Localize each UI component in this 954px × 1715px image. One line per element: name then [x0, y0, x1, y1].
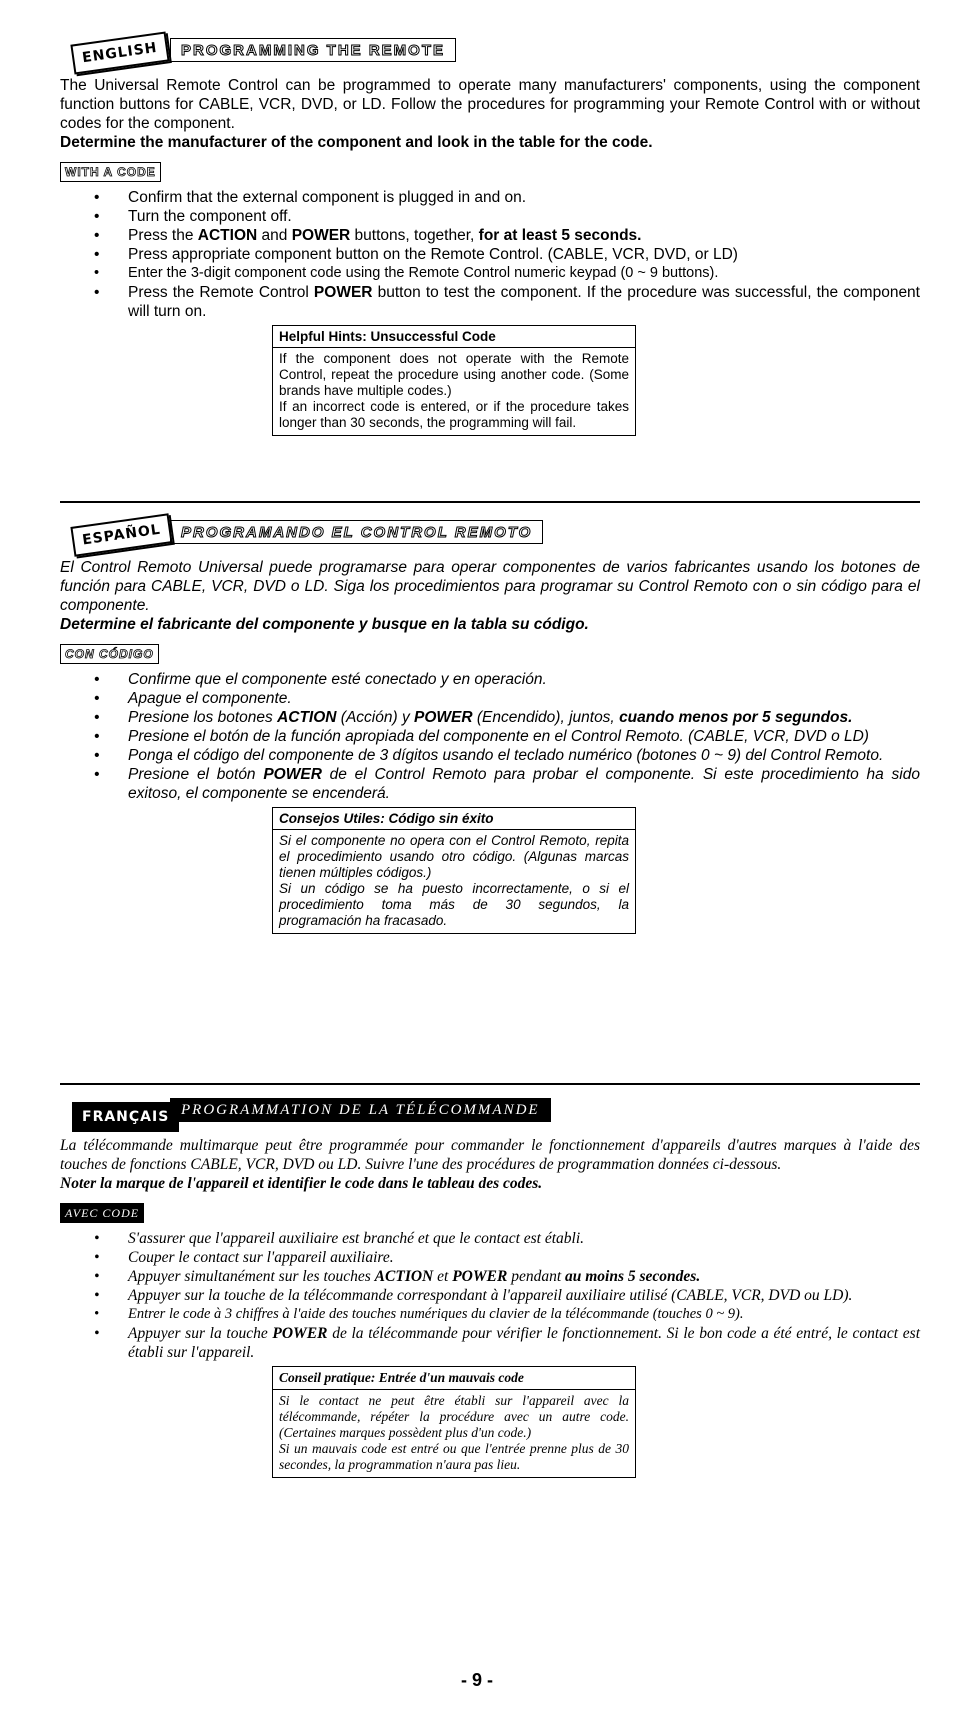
english-header	[60, 34, 920, 74]
spanish-header	[60, 516, 920, 556]
english-section	[60, 34, 920, 436]
list-item: • Appuyer sur la touche de la télécommande correspondant à l'appareil auxiliaire utilisé (CABLE, VCR, DVD ou LD).	[128, 1286, 920, 1305]
spanish-section	[60, 516, 920, 934]
french-avec-code-label: AVEC CODE	[60, 1203, 144, 1223]
english-lead: Determine the manufacturer of the component and look in the table for the code.	[60, 134, 653, 151]
english-steps	[60, 188, 920, 321]
list-item: • Appuyer sur la touche POWER de la télécommande pour vérifier le fonctionnement. Si le bon code a été entré, le contact est établi sur l'appareil.	[128, 1324, 920, 1362]
page-number: - 9 -	[460, 1670, 493, 1690]
list-item: • Confirm that the external component is plugged in and on.	[128, 188, 920, 207]
english-helpful-hints-box	[272, 325, 636, 436]
french-hints-body	[273, 1390, 635, 1477]
list-item: • Press the ACTION and POWER buttons, together, for at least 5 seconds.	[128, 226, 920, 245]
section-divider	[60, 501, 920, 503]
list-item: • Turn the component off.	[128, 207, 920, 226]
english-section-title: PROGRAMMING THE REMOTE	[170, 38, 456, 62]
french-steps	[60, 1229, 920, 1362]
list-item: • Apague el componente.	[128, 689, 920, 708]
english-language-badge: ENGLISH	[70, 31, 169, 74]
french-section-title: PROGRAMMATION DE LA TÉLÉCOMMANDE	[170, 1098, 551, 1122]
spanish-language-badge: ESPAÑOL	[70, 513, 172, 556]
spanish-steps	[60, 670, 920, 803]
list-item: • Enter the 3-digit component code using the Remote Control numeric keypad (0 ~ 9 buttons).	[128, 264, 920, 283]
english-with-code-label: WITH A CODE	[60, 162, 161, 182]
list-item: • Couper le contact sur l'appareil auxiliaire.	[128, 1248, 920, 1267]
english-hint-paragraph: If the component does not operate with the Remote Control, repeat the procedure using another code. (Some brands have multiple codes.)	[279, 351, 629, 398]
list-item: • Presione el botón POWER de el Control Remoto para probar el componente. Si este procedimiento ha sido exitoso, el componente se encenderá.	[128, 765, 920, 803]
french-conseil-box	[272, 1366, 636, 1478]
spanish-hints-title: Consejos Utiles: Código sin éxito	[273, 808, 635, 830]
list-item: • S'assurer que l'appareil auxiliaire est branché et que le contact est établi.	[128, 1229, 920, 1248]
list-item: • Presione los botones ACTION (Acción) y POWER (Encendido), juntos, cuando menos por 5 segundos.	[128, 708, 920, 727]
list-item: • Press the Remote Control POWER button to test the component. If the procedure was successful, the component will turn on.	[128, 283, 920, 321]
spanish-section-title: PROGRAMANDO EL CONTROL REMOTO	[170, 520, 543, 544]
section-divider	[60, 1083, 920, 1085]
french-hints-title: Conseil pratique: Entrée d'un mauvais code	[273, 1367, 635, 1390]
english-hints-body	[273, 348, 635, 435]
spanish-hints-body	[273, 830, 635, 933]
french-hint-paragraph: Si le contact ne peut être établi sur l'appareil avec la télécommande, répéter la procédure avec un autre code. (Certaines marques possèdent plus d'un code.)	[279, 1393, 629, 1440]
spanish-hint-paragraph: Si el componente no opera con el Control Remoto, repita el procedimiento usando otro código. (Algunas marcas tienen múltiples códigos.)	[279, 833, 629, 880]
english-intro: The Universal Remote Control can be programmed to operate many manufacturers' components, using the component function buttons for CABLE, VCR, DVD, or LD. Follow the procedures for programming your Remote Control with or without codes for the component.	[60, 77, 920, 132]
spanish-lead: Determine el fabricante del componente y busque en la tabla su código.	[60, 616, 589, 633]
french-intro: La télécommande multimarque peut être programmée pour commander le fonctionnement d'appareils d'autres marques à l'aide des touches de fonctions CABLE, VCR, DVD ou LD. Suivre l'une des procédures de programmation données ci-dessous.	[60, 1137, 920, 1173]
french-section	[60, 1094, 920, 1478]
list-item: • Appuyer simultanément sur les touches ACTION et POWER pendant au moins 5 secondes.	[128, 1267, 920, 1286]
spanish-con-codigo-label: CON CÓDIGO	[60, 644, 159, 664]
english-hints-title: Helpful Hints: Unsuccessful Code	[273, 326, 635, 348]
spanish-intro: El Control Remoto Universal puede programarse para operar componentes de varios fabricantes usando los botones de función para CABLE, VCR, DVD o LD. Siga los procedimientos para programar su Control Remoto con o sin código para el componente.	[60, 559, 920, 614]
french-header	[60, 1094, 920, 1134]
list-item: • Press appropriate component button on the Remote Control. (CABLE, VCR, DVD, or LD)	[128, 245, 920, 264]
list-item: • Ponga el código del componente de 3 dígitos usando el teclado numérico (botones 0 ~ 9) del Control Remoto.	[128, 746, 920, 765]
spanish-hint-paragraph: Si un código se ha puesto incorrectamente, o si el procedimiento toma más de 30 segundos, la programación ha fracasado.	[279, 881, 629, 928]
french-lead: Noter la marque de l'appareil et identifier le code dans le tableau des codes.	[60, 1175, 543, 1192]
list-item: • Presione el botón de la función apropiada del componente en el Control Remoto. (CABLE, VCR, DVD o LD)	[128, 727, 920, 746]
list-item: • Confirme que el componente esté conectado y en operación.	[128, 670, 920, 689]
french-language-badge: FRANÇAIS	[72, 1102, 179, 1132]
english-hint-paragraph: If an incorrect code is entered, or if the procedure takes longer than 30 seconds, the programming will fail.	[279, 399, 629, 430]
spanish-consejos-box	[272, 807, 636, 934]
french-hint-paragraph: Si un mauvais code est entré ou que l'entrée prenne plus de 30 secondes, la programmation n'aura pas lieu.	[279, 1441, 629, 1472]
list-item: • Entrer le code à 3 chiffres à l'aide des touches numériques du clavier de la télécommande (touches 0 ~ 9).	[128, 1305, 920, 1324]
